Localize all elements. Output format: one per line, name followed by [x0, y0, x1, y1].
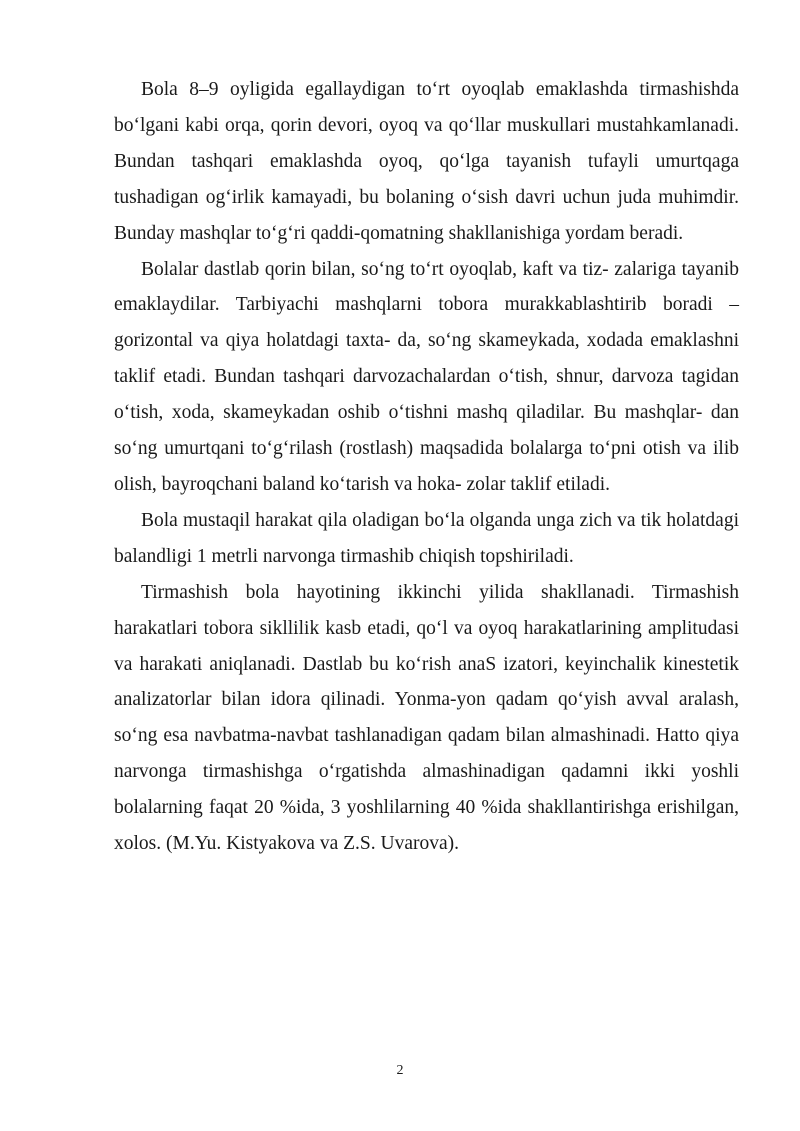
paragraph-4: Tirmashish bola hayotining ikkinchi yilida shakllanadi. Tirmashish harakatlari tobora sikllilik kasb etadi, qo‘l va oyoq harakatlarining amplitudasi va harakati aniqlanadi. Dastlab bu ko‘rish anaS izatori, keyinchalik kinestetik analizatorlar bilan idora qilinadi. Yonma-yon qadam qo‘yish avval aralash, so‘ng esa navbatma-navbat tashlanadigan qadam bilan almashinadi. Hatto qiya narvonga tirmashishga o‘rgatishda almashinadigan qadamni ikki yoshli bolalarning faqat 20 %ida, 3 yoshlilarning 40 %ida shakllantirishga erishilgan, xolos. (M.Yu. Kistyakova va Z.S. Uvarova). [114, 581, 739, 855]
document-body [114, 72, 739, 862]
paragraph-3: Bola mustaqil harakat qila oladigan bo‘la olganda unga zich va tik holatdagi balandligi 1 metrli narvonga tirmashib chiqish topshiriladi. [114, 509, 739, 567]
paragraph-2: Bolalar dastlab qorin bilan, so‘ng to‘rt oyoqlab, kaft va tiz- zalariga tayanib emaklaydilar. Tarbiyachi mashqlarni tobora murakkablashtirib boradi – gorizontal va qiya holatdagi taxta- da, so‘ng skameykada, xodada emaklashni taklif etadi. Bundan tashqari darvozachalardan o‘tish, shnur, darvoza tagidan o‘tish, xoda, skameykadan oshib o‘tishni mashq qiladilar. Bu mashqlar- dan so‘ng umurtqani to‘g‘rilash (rostlash) maqsadida bolalarga to‘pni otish va ilib olish, bayroqchani baland ko‘tarish va hoka- zolar taklif etiladi. [114, 258, 739, 495]
page-number: 2 [396, 1063, 404, 1078]
paragraph-1: Bola 8–9 oyligida egallaydigan to‘rt oyoqlab emaklashda tirmashishda bo‘lgani kabi orqa, qorin devori, oyoq va qo‘llar muskullari mustahkamlanadi. Bundan tashqari emaklashda oyoq, qo‘lga tayanish tufayli umurtqaga tushadigan og‘irlik kamayadi, bu bolaning o‘sish davri uchun juda muhimdir. Bunday mashqlar to‘g‘ri qaddi-qomatning shakllanishiga yordam beradi. [114, 79, 739, 244]
